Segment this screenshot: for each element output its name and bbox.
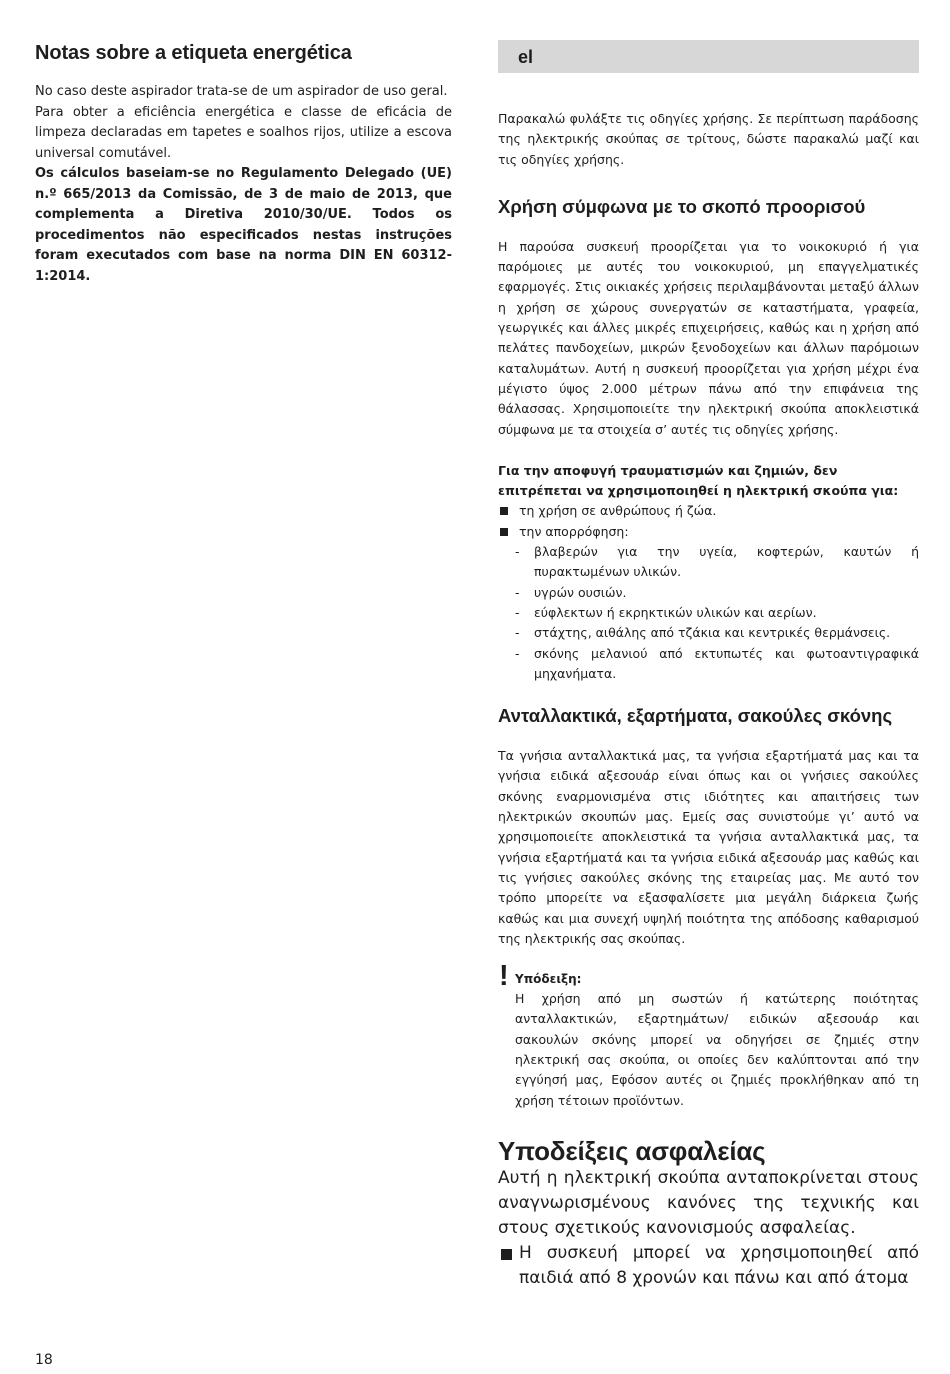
- safety-list: [498, 1241, 919, 1291]
- square-bullet-icon: [501, 1249, 512, 1260]
- exclamation-icon: !: [499, 960, 509, 993]
- note-text: Η χρήση από μη σωστών ή κατώτερης ποιότητας ανταλλακτικών, εξαρτημάτων/ ειδικών αξεσουάρ και σακουλών σκόνης μπορεί να οδηγήσει σε ζημιές στην ηλεκτρική σας σκούπα, οι οποίες δεν καλύπτονται από την εγγύησή μας, Εφόσον αυτές οι ζημιές προκλήθηκαν από τη χρήση τέτοιων προϊόντων.: [515, 991, 919, 1108]
- left-column: [35, 42, 452, 287]
- prohibited-heading: Για την αποφυγή τραυματισμών και ζημιών, δεν επιτρέπεται να χρησιμοποιηθεί η ηλεκτρική σκούπα για:: [498, 462, 899, 499]
- language-code: el: [518, 47, 534, 67]
- energy-label-heading: Notas sobre a etiqueta energética: [35, 42, 352, 64]
- sub-list-item: - εύφλεκτων ή εκρηκτικών υλικών και αερίων.: [498, 603, 919, 623]
- right-column: [498, 40, 919, 1291]
- square-bullet-icon: [500, 528, 508, 536]
- sub-list-item: - υγρών ουσιών.: [498, 583, 919, 603]
- dash-bullet-icon: -: [515, 584, 520, 600]
- energy-para-1: No caso deste aspirador trata-se de um aspirador de uso geral.: [35, 84, 448, 99]
- dash-bullet-icon: -: [515, 544, 520, 560]
- note-title: Υπόδειξη:: [515, 972, 582, 987]
- spare-parts-text: Τα γνήσια ανταλλακτικά μας, τα γνήσια εξαρτήματά μας και τα γνήσια ειδικά αξεσουάρ είναι όπως και οι γνήσιες σακούλες σκόνης εναρμονισμένα στις ιδιότητες και απαιτήσεις των ηλεκτρικών σκουπών μας. Εμείς σας συνιστούμε γι’ αυτό να χρησιμοποιείτε αποκλειστικά τα γνήσια ανταλλακτικά μας, τα γνήσια εξαρτήματά και τα γνήσια ειδικά αξεσουάρ μας καθώς και τις γνήσιες σακούλες σκόνης της εταιρείας μας. Με αυτό τον τρόπο μπορείτε να εξασφαλίσετε μια μεγάλη διάρκεια ζωής καθώς και μια συνεχή υψηλή ποιότητα της απόδοσης καθαρισμού της ηλεκτρικής σας σκούπας.: [498, 748, 919, 946]
- page-number: 18: [35, 1352, 53, 1368]
- dash-bullet-icon: -: [515, 604, 520, 620]
- intended-use-text: Η παρούσα συσκευή προορίζεται για το νοικοκυριό ή για παρόμοιες με αυτές του νοικοκυριού, μη επαγγελματικές εφαρμογές. Στις οικιακές χρήσεις περιλαμβάνονται μεταξύ άλλων η χρήση σε χώρους συνεργατών σε καταστήματα, γραφεία, γεωργικές και άλλες μικρές επιχειρήσεις, καθώς και η χρήση από πελάτες πανδοχείων, μικρών ξενοδοχείων και άλλων παρόμοιων καταλυμάτων. Αυτή η συσκευή προορίζεται για χρήση μέχρι ένα μέγιστο ύψος 2.000 μέτρων πάνω από την επιφάνεια της θάλασσας. Χρησιμοποιείτε την ηλεκτρική σκούπα αποκλειστικά σύμφωνα με τα στοιχεία σ’ αυτές τις οδηγίες χρήσης.: [498, 238, 919, 437]
- sub-list-item: - σκόνης μελανιού από εκτυπωτές και φωτοαντιγραφικά μηχανήματα.: [515, 645, 919, 681]
- list-item: την απορρόφηση:: [498, 522, 919, 542]
- sub-list-item: - στάχτης, αιθάλης από τζάκια και κεντρικές θερμάνσεις.: [498, 623, 919, 643]
- safety-intro: Αυτή η ηλεκτρική σκούπα ανταποκρίνεται στους αναγνωρισμένους κανόνες της τεχνικής και στους σχετικούς κανονισμούς ασφαλείας.: [498, 1167, 919, 1238]
- sub-list-item: - βλαβερών για την υγεία, κοφτερών, καυτών ή πυρακτωμένων υλικών.: [515, 544, 919, 580]
- square-bullet-icon: [500, 507, 508, 515]
- language-bar: [498, 40, 919, 73]
- note-block: [498, 960, 919, 1111]
- dash-bullet-icon: -: [515, 645, 520, 661]
- spare-parts-heading: Ανταλλακτικά, εξαρτήματα, σακούλες σκόνης: [498, 705, 893, 727]
- list-item: Η συσκευή μπορεί να χρησιμοποιηθεί από παιδιά από 8 χρονών και πάνω και από άτομα: [498, 1241, 919, 1291]
- prohibited-sublist: [498, 542, 919, 684]
- intro-paragraph: Παρακαλώ φυλάξτε τις οδηγίες χρήσης. Σε περίπτωση παράδοσης της ηλεκτρικής σκούπας σε τρίτους, δώστε παρακαλώ μαζί και τις οδηγίες χρήσης.: [498, 111, 919, 167]
- energy-para-3: Os cálculos baseiam-se no Regulamento Delegado (UE) n.º 665/2013 da Comissão, de 3 de maio de 2013, que complementa a Diretiva 2010/30/UE. Todos os procedimentos não especificados nestas instruções foram executados com base na norma DIN EN 60312-1:2014.: [35, 166, 452, 284]
- safety-heading: Υποδείξεις ασφαλείας: [498, 1135, 766, 1166]
- prohibited-list: [498, 501, 919, 542]
- energy-para-2: Para obter a eficiência energética e classe de eficácia de limpeza declaradas em tapetes e soalhos rijos, utilize a escova universal comutável.: [35, 104, 452, 161]
- intended-use-heading: Χρήση σύμφωνα με το σκοπό προορισού: [498, 195, 866, 217]
- list-item: τη χρήση σε ανθρώπους ή ζώα.: [498, 501, 919, 521]
- dash-bullet-icon: -: [515, 625, 520, 641]
